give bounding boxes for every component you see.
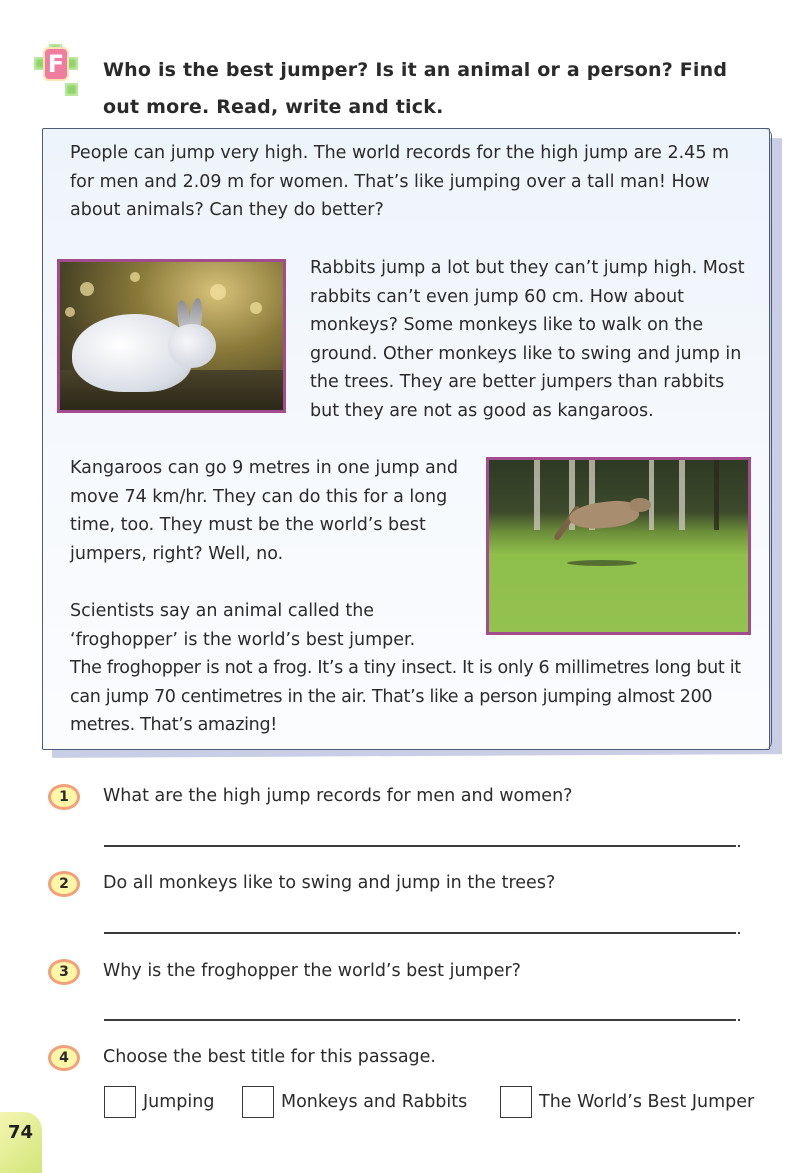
question-number-badge: 3 — [48, 959, 80, 985]
tick-box[interactable] — [104, 1086, 136, 1118]
tick-box[interactable] — [500, 1086, 532, 1118]
passage-paragraph: People can jump very high. The world records for the high jump are 2.45 m for men and 2.09 m for women. That’s like jumping over a tall man! How about animals? Can they do better? — [70, 143, 730, 220]
answer-line-3[interactable] — [104, 1019, 736, 1021]
answer-line-period — [738, 932, 740, 934]
rabbit-photo — [57, 259, 286, 413]
passage-paragraph: Rabbits jump a lot but they can’t jump high. Most rabbits can’t even jump 60 cm. How about monkeys? Some monkeys like to walk on the ground. Other monkeys like to swing and jump in the trees. They are better jumpers than rabbits but they are not as good as kangaroos. — [310, 258, 745, 421]
option-label: The World’s Best Jumper — [539, 1092, 755, 1112]
section-letter: F — [43, 47, 69, 81]
answer-line-1[interactable] — [104, 845, 736, 847]
answer-line-2[interactable] — [104, 932, 736, 934]
title-option-monkeys-and-rabbits[interactable] — [242, 1086, 467, 1118]
badge-square — [65, 83, 78, 96]
passage-paragraph: Scientists say an animal called the ‘froghopper’ is the world’s best jumper. — [70, 601, 416, 650]
title-option-jumping[interactable] — [104, 1086, 214, 1118]
section-badge — [34, 44, 80, 100]
question-text: Why is the froghopper the world’s best jumper? — [103, 961, 521, 981]
question-text: What are the high jump records for men and women? — [103, 786, 573, 806]
option-label: Monkeys and Rabbits — [281, 1092, 468, 1112]
instruction-heading: Who is the best jumper? Is it an animal or a person? Find out more. Read, write and tick. — [103, 59, 728, 118]
answer-line-period — [738, 845, 740, 847]
kangaroo-photo — [486, 457, 751, 635]
passage-paragraph: The froghopper is not a frog. It’s a tiny insect. It is only 6 millimetres long but it can jump 70 centimetres in the air. That’s like a person jumping almost 200 metres. That’s amazing! — [70, 658, 741, 735]
page-number: 74 — [8, 1122, 34, 1143]
option-label: Jumping — [143, 1092, 215, 1112]
question-number-badge: 4 — [48, 1045, 80, 1071]
tick-box[interactable] — [242, 1086, 274, 1118]
question-text: Do all monkeys like to swing and jump in the trees? — [103, 873, 556, 893]
title-option-worlds-best-jumper[interactable] — [500, 1086, 754, 1118]
answer-line-period — [738, 1019, 740, 1021]
page-number-tab — [0, 1112, 42, 1173]
passage-paragraph: Kangaroos can go 9 metres in one jump and move 74 km/hr. They can do this for a long time, too. They must be the world’s best jumpers, right? Well, no. — [70, 458, 458, 564]
question-text: Choose the best title for this passage. — [103, 1047, 436, 1067]
question-number-badge: 1 — [48, 784, 80, 810]
question-number-badge: 2 — [48, 871, 80, 897]
